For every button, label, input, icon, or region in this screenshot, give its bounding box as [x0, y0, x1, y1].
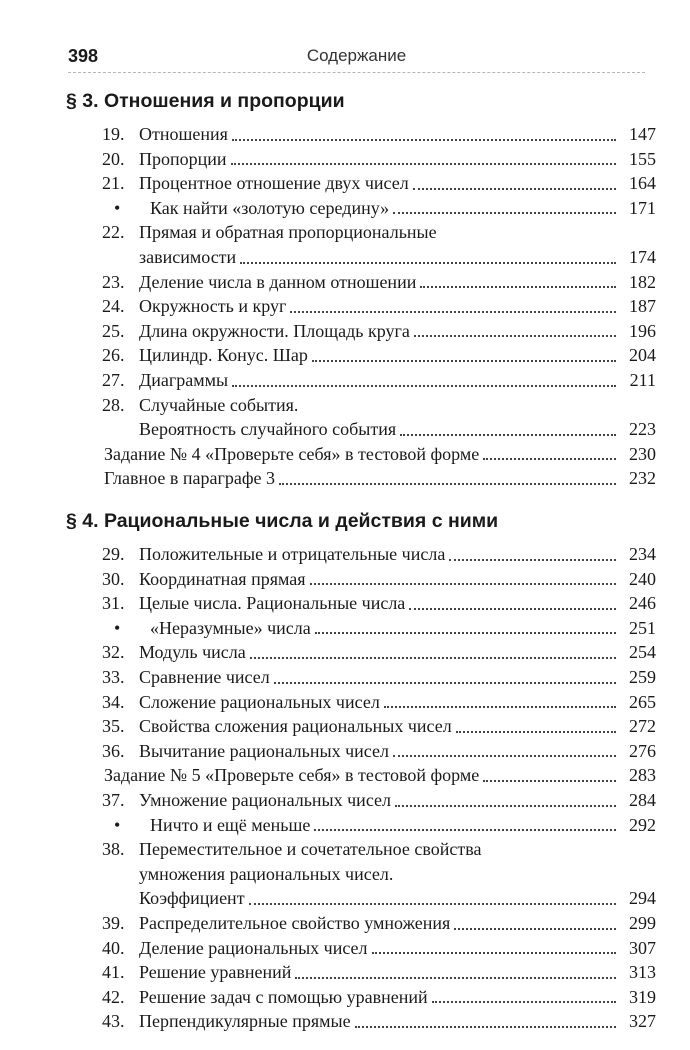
- entry-number: 40.: [102, 937, 125, 958]
- toc-entry: [66, 714, 656, 739]
- entry-page: 259: [629, 666, 656, 687]
- entry-title: Умножение рациональных чисел: [139, 789, 391, 810]
- entry-number: 38.: [102, 839, 125, 860]
- entry-page: 171: [629, 197, 656, 218]
- toc-entry: [66, 936, 656, 961]
- entry-page: 283: [629, 765, 656, 786]
- entry-number: 32.: [102, 642, 125, 663]
- section-title: § 4. Рациональные числа и действия с ними: [66, 510, 499, 532]
- dot-leader: [295, 977, 616, 979]
- toc-entry: [66, 122, 656, 147]
- toc-entry: [66, 417, 656, 442]
- bullet-marker: •: [114, 617, 121, 638]
- toc-entry: [66, 567, 656, 592]
- dot-leader: [454, 928, 616, 930]
- dot-leader: [274, 682, 616, 684]
- entry-number: 19.: [102, 124, 125, 144]
- entry-title: зависимости: [139, 246, 237, 267]
- entry-number: 27.: [102, 369, 125, 390]
- toc-list: [66, 122, 656, 491]
- entry-number: 29.: [102, 544, 125, 564]
- entry-number: 25.: [102, 320, 125, 341]
- entry-page: 294: [629, 888, 656, 909]
- toc-entry: [66, 220, 656, 245]
- dot-leader: [449, 559, 616, 561]
- entry-title: Вероятность случайного события: [139, 419, 397, 440]
- entry-title: Сложение рациональных чисел: [139, 691, 380, 712]
- toc-entry: [66, 245, 656, 270]
- toc-entry: [66, 665, 656, 690]
- entry-page: 211: [629, 369, 656, 390]
- entry-title: Задание № 4 «Проверьте себя» в тестовой форме: [104, 443, 480, 464]
- entry-number: 28.: [102, 394, 125, 415]
- entry-page: 240: [629, 568, 656, 589]
- entry-number: 42.: [102, 986, 125, 1007]
- entry-title: Окружность и круг: [139, 296, 287, 317]
- entry-title: Задание № 5 «Проверьте себя» в тестовой форме: [104, 765, 480, 786]
- entry-page: 313: [629, 962, 656, 983]
- entry-title: Перпендикулярные прямые: [139, 1011, 351, 1032]
- entry-number: 39.: [102, 912, 125, 933]
- entry-page: 204: [629, 345, 656, 366]
- entry-title: Решение задач с помощью уравнений: [139, 986, 428, 1007]
- entry-page: 174: [629, 246, 656, 267]
- entry-title: Модуль числа: [139, 642, 246, 663]
- dot-leader: [310, 583, 616, 585]
- entry-page: 230: [629, 443, 656, 464]
- entry-number: 21.: [102, 173, 125, 194]
- toc-entry: [66, 542, 656, 567]
- entry-page: 147: [629, 124, 656, 144]
- entry-page: 292: [629, 814, 656, 835]
- entry-page: 234: [629, 544, 656, 564]
- entry-page: 307: [629, 937, 656, 958]
- toc-entry: [66, 690, 656, 715]
- toc-entry: [66, 640, 656, 665]
- entry-title: Свойства сложения рациональных чисел: [139, 716, 452, 737]
- entry-number: 41.: [102, 962, 125, 983]
- entry-page: 182: [629, 271, 656, 292]
- entry-page: 196: [629, 320, 656, 341]
- entry-title: Как найти «золотую середину»: [150, 197, 390, 218]
- bullet-marker: •: [114, 197, 121, 218]
- entry-page: 299: [629, 912, 656, 933]
- entry-page: 232: [629, 468, 656, 489]
- toc-list: [66, 542, 656, 1034]
- dot-leader: [250, 657, 616, 659]
- entry-number: 31.: [102, 593, 125, 614]
- entry-number: 23.: [102, 271, 125, 292]
- entry-number: 35.: [102, 716, 125, 737]
- dot-leader: [483, 458, 616, 460]
- toc-entry: [66, 1009, 656, 1034]
- toc-entry: [66, 393, 656, 418]
- entry-page: 276: [629, 740, 656, 761]
- entry-number: 30.: [102, 568, 125, 589]
- toc-entry: [66, 616, 656, 641]
- entry-title: Ничто и ещё меньше: [150, 814, 311, 835]
- dot-leader: [409, 608, 616, 610]
- dot-leader: [249, 903, 616, 905]
- toc-entry: [66, 294, 656, 319]
- entry-title: Решение уравнений: [139, 962, 292, 983]
- entry-title: Пропорции: [139, 148, 227, 169]
- dot-leader: [279, 483, 616, 485]
- entry-title: Случайные события.: [139, 394, 299, 415]
- toc-entry: [66, 147, 656, 172]
- dot-leader: [314, 829, 616, 831]
- toc-entry: [66, 788, 656, 813]
- entry-page: 155: [629, 148, 656, 169]
- entry-page: 265: [629, 691, 656, 712]
- toc-entry: [66, 886, 656, 911]
- toc-entry: [66, 837, 656, 862]
- section-title: § 3. Отношения и пропорции: [66, 90, 345, 112]
- dot-leader: [240, 262, 616, 264]
- toc-entry: [66, 196, 656, 221]
- entry-number: 37.: [102, 789, 125, 810]
- entry-page: 187: [629, 296, 656, 317]
- entry-page: 251: [629, 617, 656, 638]
- entry-title: Деление рациональных чисел: [139, 937, 368, 958]
- entry-title: Деление числа в данном отношении: [139, 271, 417, 292]
- entry-title: Координатная прямая: [139, 568, 306, 589]
- dot-leader: [372, 952, 616, 954]
- entry-title: Длина окружности. Площадь круга: [139, 320, 410, 341]
- entry-page: 246: [629, 593, 656, 614]
- toc-entry: [66, 763, 656, 788]
- toc-entry: [66, 813, 656, 838]
- toc-entry: [66, 985, 656, 1010]
- entry-number: 36.: [102, 740, 125, 761]
- dot-leader: [395, 805, 616, 807]
- dot-leader: [232, 139, 616, 141]
- dot-leader: [393, 212, 616, 214]
- toc-entry: [66, 911, 656, 936]
- entry-number: 43.: [102, 1011, 125, 1032]
- page-header: [68, 42, 645, 73]
- entry-page: 319: [629, 986, 656, 1007]
- dot-leader: [414, 335, 616, 337]
- toc-entry: [66, 442, 656, 467]
- page-number: 398: [68, 46, 99, 66]
- entry-title: Главное в параграфе 3: [104, 468, 275, 489]
- entry-title: Сравнение чисел: [139, 666, 270, 687]
- entry-title: Переместительное и сочетательное свойства: [139, 839, 482, 860]
- toc-entry: [66, 343, 656, 368]
- entry-title: Процентное отношение двух чисел: [139, 173, 409, 194]
- entry-title: Положительные и отрицательные числа: [139, 544, 446, 564]
- bullet-marker: •: [114, 814, 121, 835]
- entry-title: Отношения: [139, 124, 228, 144]
- toc-entry: [66, 591, 656, 616]
- entry-number: 24.: [102, 296, 125, 317]
- running-title: Содержание: [306, 46, 407, 65]
- entry-title: Вычитание рациональных чисел: [139, 740, 389, 761]
- toc-entry: [66, 368, 656, 393]
- entry-number: 34.: [102, 691, 125, 712]
- entry-title: Коэффициент: [139, 888, 245, 909]
- entry-title: умножения рациональных чисел.: [139, 863, 394, 884]
- entry-page: 327: [629, 1011, 656, 1032]
- entry-page: 254: [629, 642, 656, 663]
- dot-leader: [315, 632, 616, 634]
- entry-page: 223: [629, 419, 656, 440]
- dot-leader: [393, 755, 616, 757]
- dot-leader: [231, 163, 616, 165]
- dot-leader: [432, 1001, 616, 1003]
- dot-leader: [400, 434, 616, 436]
- entry-title: Прямая и обратная пропорциональные: [139, 222, 437, 243]
- entry-page: 272: [629, 716, 656, 737]
- dot-leader: [232, 385, 616, 387]
- entry-number: 20.: [102, 148, 125, 169]
- dot-leader: [420, 286, 616, 288]
- entry-page: 284: [629, 789, 656, 810]
- dot-leader: [384, 706, 616, 708]
- entry-title: Диаграммы: [139, 369, 229, 390]
- dot-leader: [312, 360, 616, 362]
- toc-entry: [66, 270, 656, 295]
- entry-title: «Неразумные» числа: [150, 617, 311, 638]
- entry-title: Целые числа. Рациональные числа: [139, 593, 406, 614]
- entry-number: 26.: [102, 345, 125, 366]
- dot-leader: [290, 311, 616, 313]
- toc-entry: [66, 466, 656, 491]
- dot-leader: [413, 188, 616, 190]
- toc-entry: [66, 739, 656, 764]
- entry-title: Распределительное свойство умножения: [139, 912, 451, 933]
- toc-entry: [66, 960, 656, 985]
- dot-leader: [456, 731, 616, 733]
- entry-page: 164: [629, 173, 656, 194]
- toc-entry: [66, 862, 656, 887]
- entry-title: Цилиндр. Конус. Шар: [139, 345, 308, 366]
- entry-number: 22.: [102, 222, 125, 243]
- dot-leader: [483, 780, 616, 782]
- toc-entry: [66, 319, 656, 344]
- dot-leader: [355, 1026, 616, 1028]
- toc-entry: [66, 171, 656, 196]
- section-4: [66, 508, 656, 1034]
- section-3: [66, 88, 656, 491]
- entry-number: 33.: [102, 666, 125, 687]
